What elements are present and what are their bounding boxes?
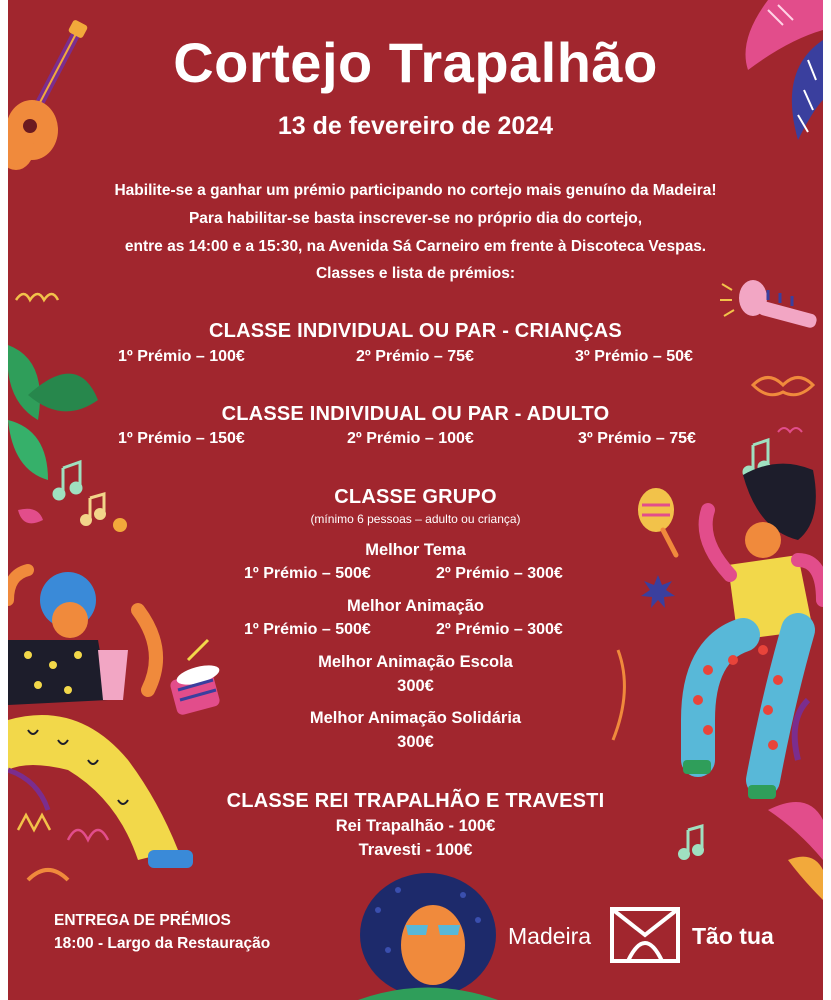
class-adult-prize-3: 3º Prémio – 75€ — [578, 430, 696, 447]
group-category-1-name: Melhor Tema — [365, 541, 466, 559]
swirl-icon — [16, 294, 58, 300]
intro-line-4: Classes e lista de prémios: — [315, 265, 515, 282]
event-date: 13 de fevereiro de 2024 — [277, 112, 554, 140]
group-category-2-name: Melhor Animação — [347, 597, 484, 615]
group-category-1-prize-2: 2º Prémio – 300€ — [436, 565, 563, 582]
class-king-title: CLASSE REI TRAPALHÃO E TRAVESTI — [226, 790, 605, 812]
brand-left-text: Madeira — [508, 923, 592, 949]
music-note-icon — [744, 440, 769, 477]
woman-portrait-illustration — [358, 873, 498, 1000]
madeira-logo-icon — [608, 905, 682, 965]
group-category-3-name: Melhor Animação Escola — [318, 653, 513, 671]
class-adult-title: CLASSE INDIVIDUAL OU PAR - ADULTO — [221, 403, 610, 425]
class-children-title: CLASSE INDIVIDUAL OU PAR - CRIANÇAS — [209, 320, 622, 342]
awards-heading: ENTREGA DE PRÉMIOS — [54, 912, 231, 929]
class-group-note: (mínimo 6 pessoas – adulto ou criança) — [310, 512, 521, 526]
class-king-line-2: Travesti - 100€ — [358, 841, 473, 859]
group-category-4-prize: 300€ — [397, 733, 434, 751]
class-children-prize-1: 1º Prémio – 100€ — [118, 348, 245, 365]
awards-detail: 18:00 - Largo da Restauração — [54, 935, 271, 952]
class-adult-prize-2: 2º Prémio – 100€ — [347, 430, 474, 447]
class-group-title: CLASSE GRUPO — [334, 486, 497, 508]
group-category-2-prize-2: 2º Prémio – 300€ — [436, 621, 563, 638]
poster — [8, 0, 823, 1000]
group-category-4-name: Melhor Animação Solidária — [309, 709, 522, 727]
mask-icon — [753, 378, 813, 395]
group-category-3-prize: 300€ — [397, 677, 434, 695]
brand-right-text: Tão tua — [692, 923, 774, 949]
group-category-1-prize-1: 1º Prémio – 500€ — [244, 565, 371, 582]
poster-title: Cortejo Trapalhão — [173, 31, 658, 94]
group-category-2-prize-1: 1º Prémio – 500€ — [244, 621, 371, 638]
class-king-line-1: Rei Trapalhão - 100€ — [335, 817, 496, 835]
intro-line-2: Para habilitar-se basta inscrever-se no próprio dia do cortejo, — [188, 210, 643, 227]
class-adult-prize-1: 1º Prémio – 150€ — [118, 430, 245, 447]
intro-line-3: entre as 14:00 e a 15:30, na Avenida Sá Carneiro em frente à Discoteca Vespas. — [124, 238, 707, 255]
class-children-prize-2: 2º Prémio – 75€ — [356, 348, 474, 365]
class-children-prize-3: 3º Prémio – 50€ — [575, 348, 693, 365]
intro-line-1: Habilite-se a ganhar um prémio participando no cortejo mais genuíno da Madeira! — [114, 182, 717, 199]
